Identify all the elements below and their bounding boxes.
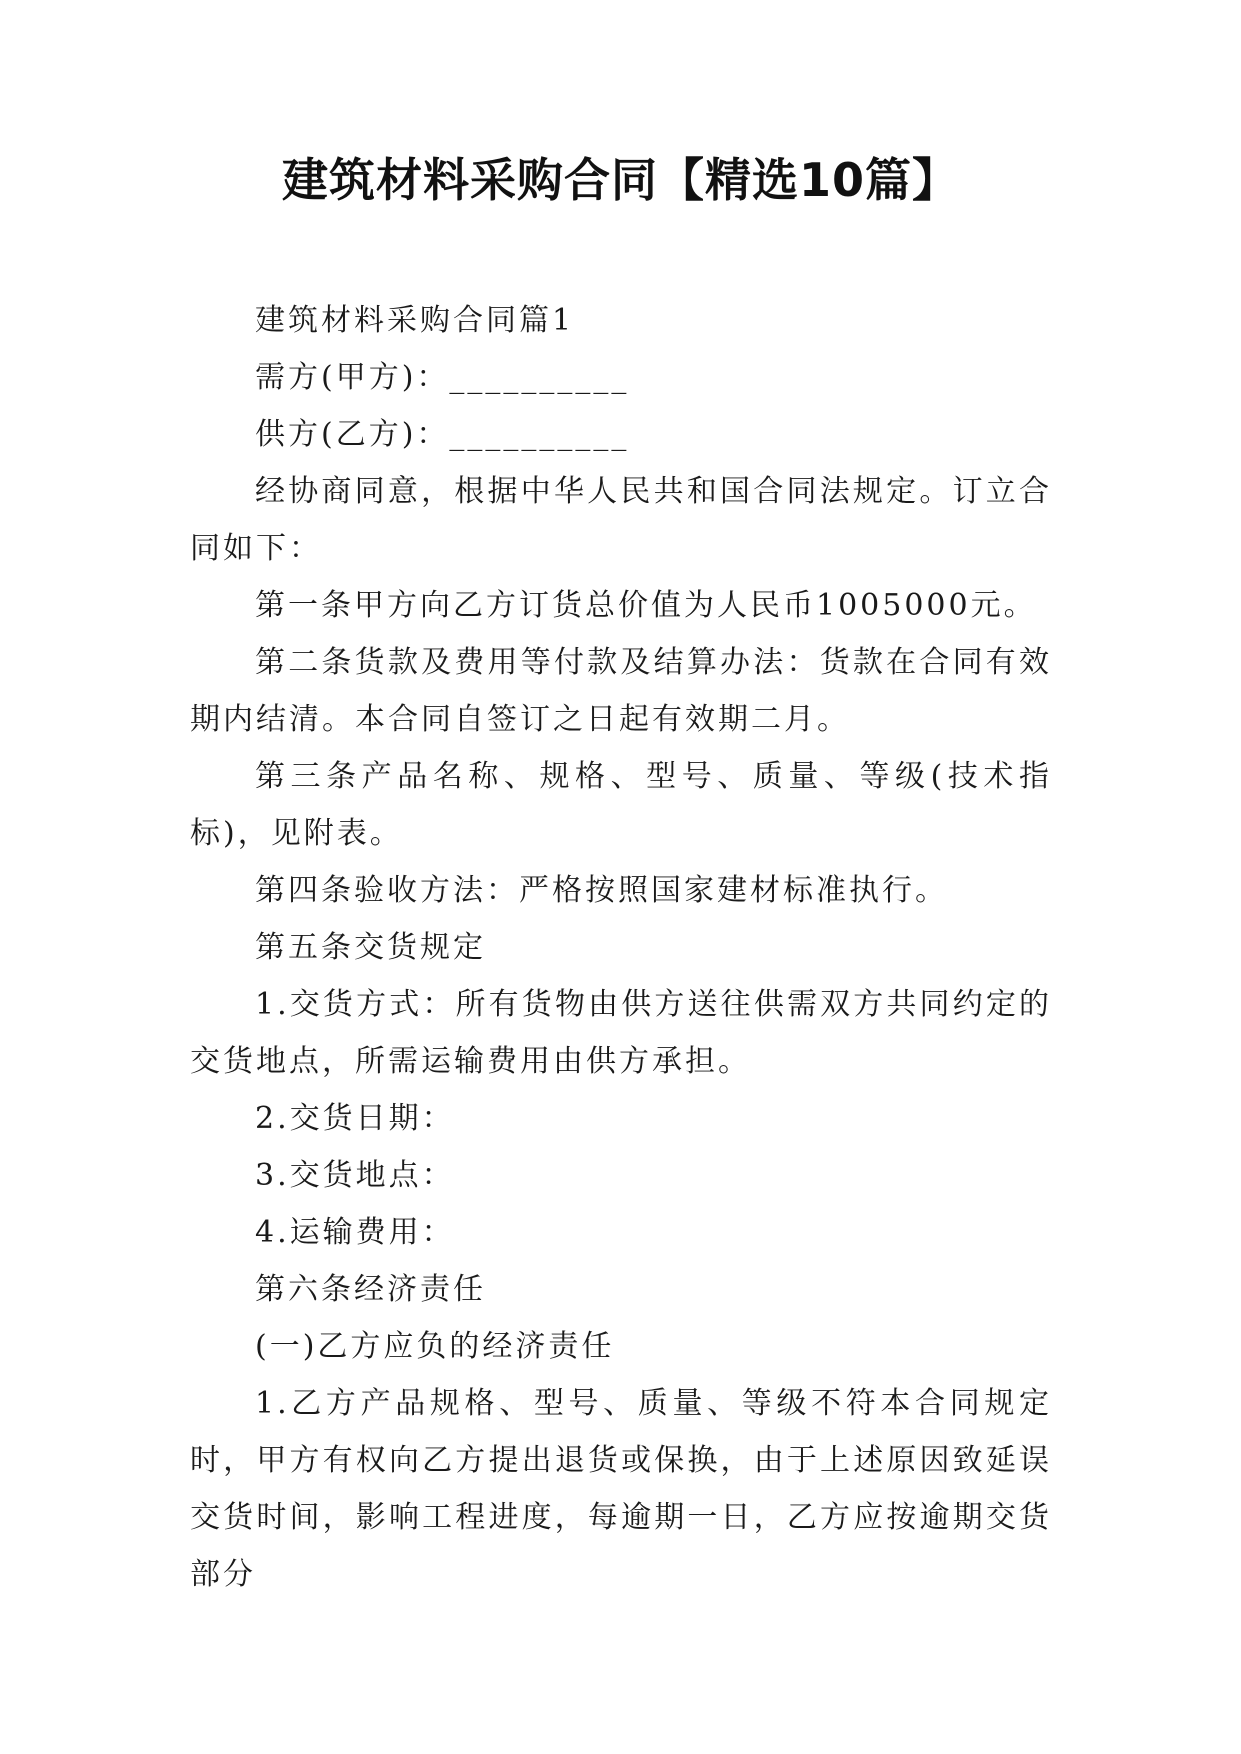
- article-2: 第二条货款及费用等付款及结算办法：货款在合同有效期内结清。本合同自签订之日起有效期二月。: [190, 645, 1052, 737]
- party-b-liability-item-1: 1.乙方产品规格、型号、质量、等级不符本合同规定时，甲方有权向乙方提出退货或保换，由于上述原因致延误交货时间，影响工程进度，每逾期一日，乙方应按逾期交货部分: [190, 1386, 1052, 1592]
- article-3: 第三条产品名称、规格、型号、质量、等级(技术指标)，见附表。: [190, 759, 1052, 851]
- document-title: 建筑材料采购合同【精选10篇】: [281, 153, 959, 207]
- section-heading: 建筑材料采购合同篇1: [255, 303, 575, 338]
- party-b-liability-heading: (一)乙方应负的经济责任: [255, 1329, 615, 1364]
- delivery-location: 3.交货地点：: [255, 1158, 455, 1193]
- article-1: 第一条甲方向乙方订货总价值为人民币1005000元。: [255, 588, 1037, 623]
- article-5-heading: 第五条交货规定: [255, 930, 486, 965]
- document-body: [190, 292, 1052, 1603]
- preamble-paragraph: 经协商同意，根据中华人民共和国合同法规定。订立合同如下：: [190, 474, 1052, 566]
- seller-party-line: 供方(乙方)：__________: [255, 417, 630, 452]
- transport-cost: 4.运输费用：: [255, 1215, 455, 1250]
- delivery-date: 2.交货日期：: [255, 1101, 455, 1136]
- article-4: 第四条验收方法：严格按照国家建材标准执行。: [255, 873, 948, 908]
- article-6-heading: 第六条经济责任: [255, 1272, 486, 1307]
- delivery-method: 1.交货方式：所有货物由供方送往供需双方共同约定的交货地点，所需运输费用由供方承担。: [190, 987, 1052, 1079]
- buyer-party-line: 需方(甲方)：__________: [255, 360, 630, 395]
